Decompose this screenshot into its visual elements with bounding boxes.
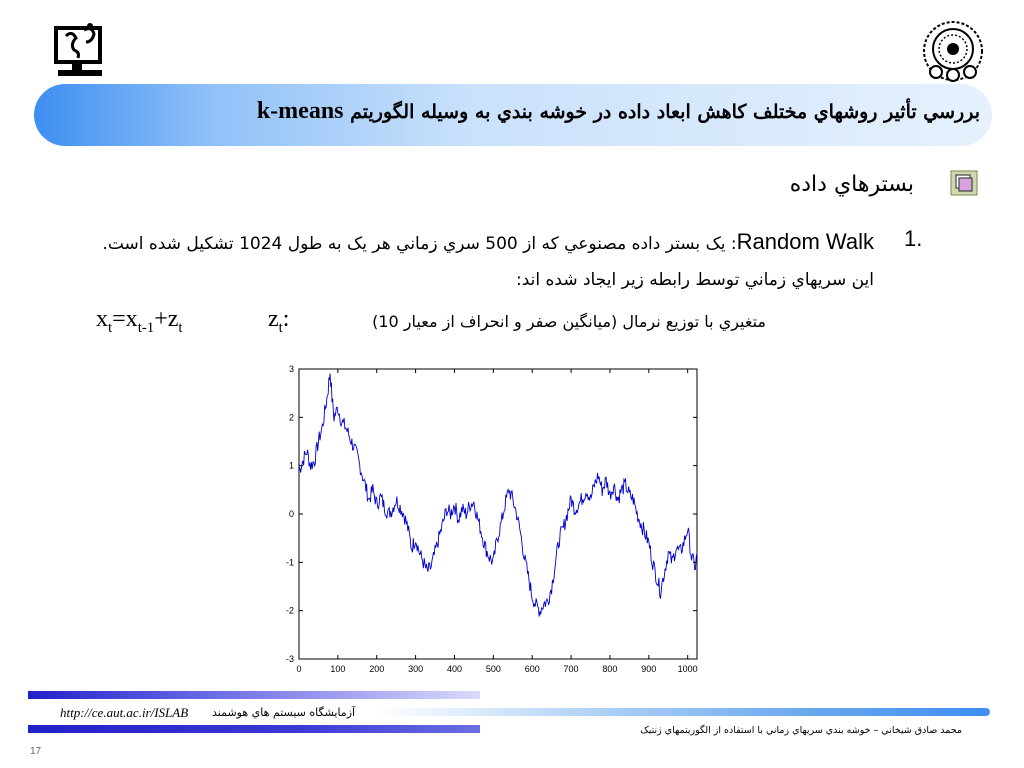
x-tick-label-100: 100 [330,664,346,674]
zt-description: متغيري با توزيع نرمال (ميانگين صفر و انحراف از معيار 10) [372,312,766,331]
x-tick-label-400: 400 [446,664,462,674]
x-tick-label-900: 900 [641,664,657,674]
x-tick-label-200: 200 [369,664,385,674]
footer-bar-top [28,691,480,699]
x-tick-label-600: 600 [524,664,540,674]
lab-computer-logo [52,22,108,80]
x-tick-label-0: 0 [296,664,302,674]
y-tick-label--3: -3 [285,654,294,664]
footer-lab-name: آزمايشگاه سيستم هاي هوشمند [212,706,356,719]
x-tick-label-300: 300 [408,664,424,674]
y-tick-label--1: -1 [285,557,294,568]
section-heading: بسترهاي داده [789,172,914,197]
y-tick-label-3: 3 [288,364,294,374]
x-tick-label-800: 800 [602,664,618,674]
slide-title-latin: k-means [256,98,344,124]
item-paragraph [80,224,874,298]
university-emblem [922,20,984,82]
footer-author: محمد صادق شيخاني – خوشه بندي سريهاي زماني با استفاده از الگوريتمهاي ژنتيک [640,725,962,736]
footer-bar-bottom [28,725,480,733]
footer-url[interactable]: http://ce.aut.ac.ir/ISLAB [60,705,189,720]
x-tick-label-500: 500 [485,664,501,674]
slide-title [257,98,980,125]
x-tick-label-1000: 1000 [677,664,698,674]
y-tick-label-2: 2 [288,412,294,423]
y-tick-label--2: -2 [285,605,294,616]
random-walk-formula: $x_t=x_{t-1}+z_t$ [96,306,183,336]
page-number: 17 [30,746,42,757]
y-tick-label-0: 0 [288,509,294,519]
random-walk-chart [270,360,710,678]
square-bullet-icon [950,170,978,196]
item-number: 1. [904,226,923,251]
slide-title-fa: بررسي تأثير روشهاي مختلف كاهش ابعاد داده در خوشه بندي به وسيله الگوريتم [350,101,980,123]
footer-bar-middle [376,708,990,716]
y-tick-label-1: 1 [288,460,294,471]
dataset-name: Random Walk [736,229,874,254]
item-description: : يک بستر داده مصنوعي که از 500 سري زماني هر يک به طول 1024 تشکيل شده است. اين سريهاي زماني توسط رابطه زير ايجاد شده اند: [102,234,874,290]
zt-label: $z_t$: [268,306,290,336]
x-tick-label-700: 700 [563,664,579,674]
